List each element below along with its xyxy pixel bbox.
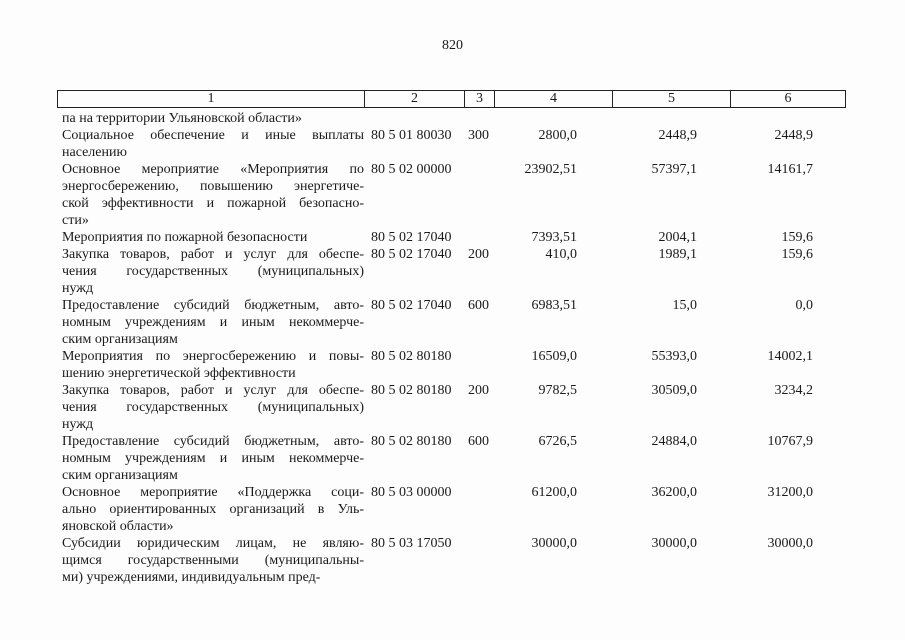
row-name-line: нужд [62, 417, 94, 432]
row-name [62, 484, 364, 535]
row-code: 80 5 03 17050 [371, 536, 452, 551]
row-value-col6: 31200,0 [767, 485, 813, 500]
table-row [57, 382, 857, 433]
row-value-col5: 36200,0 [651, 485, 697, 500]
row-name [62, 110, 364, 127]
row-code: 80 5 02 17040 [371, 230, 452, 245]
row-name [62, 535, 364, 586]
column-header-6: 6 [730, 91, 845, 107]
row-code: 80 5 02 00000 [371, 162, 452, 177]
row-code: 80 5 03 00000 [371, 485, 452, 500]
row-value-col4: 30000,0 [531, 536, 577, 551]
row-name-line: ским организациям [62, 468, 178, 483]
table-row [57, 433, 857, 484]
row-name-line: Социальное обеспечение и иные выплаты [62, 128, 364, 143]
row-value-col4: 9782,5 [538, 383, 577, 398]
table-row [57, 535, 857, 586]
row-value-col6: 159,6 [781, 230, 813, 245]
row-name-line: населению [62, 145, 127, 160]
row-name-line: щимся государственными (муниципальны- [62, 553, 364, 568]
row-name-line: номным учреждениям и иным некоммерче- [62, 315, 364, 330]
row-name-line: Закупка товаров, работ и услуг для обеспе- [62, 247, 364, 262]
row-name-line: Предоставление субсидий бюджетным, авто- [62, 298, 364, 313]
row-name-line: ально ориентированных организаций в Уль- [62, 502, 364, 517]
row-value-col6: 2448,9 [774, 128, 813, 143]
row-expense-type: 600 [468, 298, 489, 313]
row-value-col4: 410,0 [545, 247, 577, 262]
row-code: 80 5 02 80180 [371, 434, 452, 449]
row-name-line: Мероприятия по пожарной безопасности [62, 230, 308, 245]
row-name-line: Закупка товаров, работ и услуг для обеспе- [62, 383, 364, 398]
row-name [62, 297, 364, 348]
table-row [57, 127, 857, 161]
row-name-line: шению энергетической эффективности [62, 366, 296, 381]
row-value-col5: 30000,0 [651, 536, 697, 551]
row-value-col5: 55393,0 [651, 349, 697, 364]
row-name [62, 348, 364, 382]
row-expense-type: 200 [468, 383, 489, 398]
row-name-line: ской эффективности и пожарной безопасно- [62, 196, 364, 211]
row-name [62, 229, 364, 246]
row-value-col4: 2800,0 [538, 128, 577, 143]
row-code: 80 5 02 80180 [371, 383, 452, 398]
row-name [62, 161, 364, 229]
row-name-line: Основное мероприятие «Мероприятия по [62, 162, 364, 177]
row-value-col4: 61200,0 [531, 485, 577, 500]
table-column-header [57, 90, 846, 108]
column-header-5: 5 [612, 91, 730, 107]
table-row [57, 246, 857, 297]
row-name-line: ским организациям [62, 332, 178, 347]
row-name-line: ми) учреждениями, индивидуальным пред- [62, 570, 321, 585]
row-code: 80 5 01 80030 [371, 128, 452, 143]
row-name [62, 246, 364, 297]
table-body [57, 110, 857, 586]
row-value-col6: 10767,9 [767, 434, 813, 449]
row-value-col6: 30000,0 [767, 536, 813, 551]
row-expense-type: 200 [468, 247, 489, 262]
table-row [57, 229, 857, 246]
row-value-col5: 15,0 [672, 298, 697, 313]
row-value-col6: 159,6 [781, 247, 813, 262]
table-row [57, 110, 857, 127]
table-row [57, 348, 857, 382]
row-name [62, 382, 364, 433]
row-value-col4: 6726,5 [538, 434, 577, 449]
row-name-line: чения государственных (муниципальных) [62, 400, 364, 415]
table-row [57, 161, 857, 229]
page-number: 820 [442, 38, 463, 53]
row-code: 80 5 02 17040 [371, 298, 452, 313]
row-expense-type: 300 [468, 128, 489, 143]
row-value-col4: 23902,51 [524, 162, 577, 177]
row-code: 80 5 02 17040 [371, 247, 452, 262]
row-code: 80 5 02 80180 [371, 349, 452, 364]
row-name-line: сти» [62, 213, 89, 228]
row-value-col5: 1989,1 [658, 247, 697, 262]
row-value-col6: 3234,2 [774, 383, 813, 398]
row-name-line: Предоставление субсидий бюджетным, авто- [62, 434, 364, 449]
row-name-line: Основное мероприятие «Поддержка соци- [62, 485, 364, 500]
table-row [57, 484, 857, 535]
row-value-col5: 24884,0 [651, 434, 697, 449]
row-name-line: яновской области» [62, 519, 174, 534]
row-value-col6: 14161,7 [767, 162, 813, 177]
row-name-line: энергосбережению, повышению энергетиче- [62, 179, 364, 194]
row-name-line: Субсидии юридическим лицам, не являю- [62, 536, 364, 551]
column-header-4: 4 [494, 91, 612, 107]
row-name-line: Мероприятия по энергосбережению и повы- [62, 349, 364, 364]
table-row [57, 297, 857, 348]
row-name [62, 433, 364, 484]
row-value-col4: 6983,51 [531, 298, 577, 313]
row-value-col6: 0,0 [795, 298, 813, 313]
row-name-line: чения государственных (муниципальных) [62, 264, 364, 279]
row-value-col6: 14002,1 [767, 349, 813, 364]
row-value-col4: 7393,51 [531, 230, 577, 245]
row-name-line: нужд [62, 281, 94, 296]
row-value-col5: 2004,1 [658, 230, 697, 245]
row-value-col4: 16509,0 [531, 349, 577, 364]
row-name-line: номным учреждениям и иным некоммерче- [62, 451, 364, 466]
row-name [62, 127, 364, 161]
row-expense-type: 600 [468, 434, 489, 449]
column-header-3: 3 [464, 91, 494, 107]
row-value-col5: 57397,1 [651, 162, 697, 177]
column-header-1: 1 [207, 91, 215, 106]
row-value-col5: 30509,0 [651, 383, 697, 398]
row-value-col5: 2448,9 [658, 128, 697, 143]
row-name-line: па на территории Ульяновской области» [62, 111, 302, 126]
column-header-2: 2 [364, 91, 464, 107]
